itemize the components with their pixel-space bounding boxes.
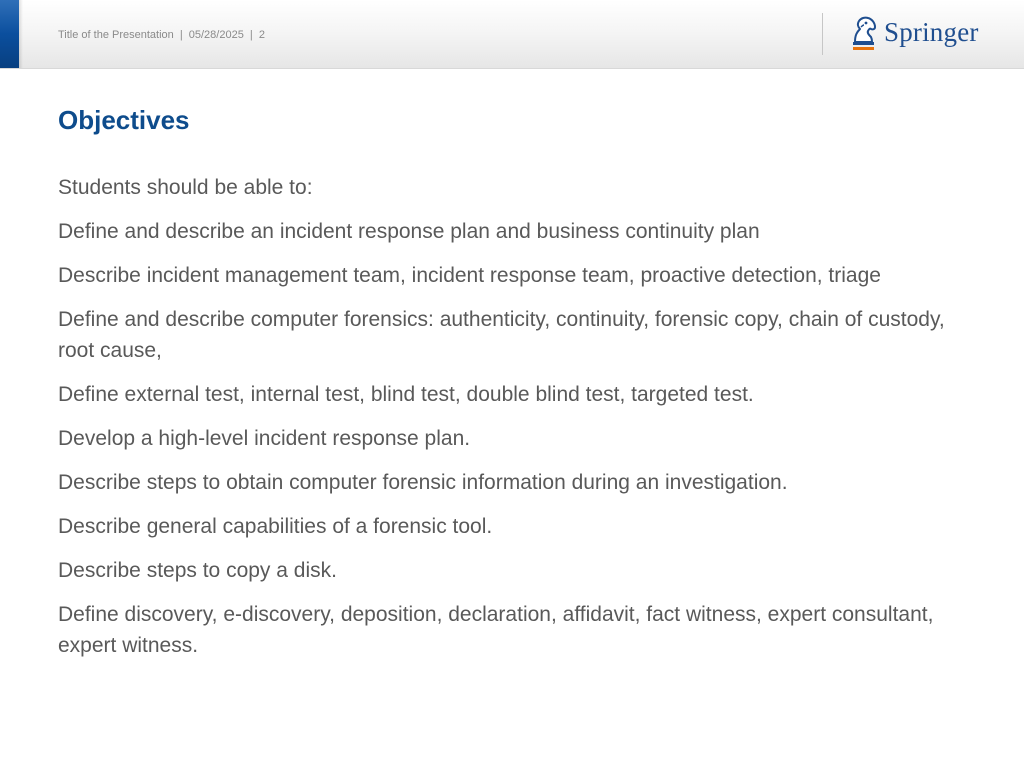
slide-title: Objectives: [58, 105, 190, 135]
objective-item: Develop a high-level incident response plan.: [58, 427, 471, 450]
objective-item: Define and describe an incident response plan and business continuity plan: [58, 220, 760, 243]
header-accent-bar: [0, 0, 19, 68]
objectives-intro: Students should be able to:: [58, 176, 313, 199]
objective-item: Define and describe computer forensics: authenticity, continuity, forensic copy, chain of custody, root cause,: [58, 308, 945, 362]
header-meta: [58, 29, 265, 41]
presentation-date: 05/28/2025: [188, 29, 244, 41]
objectives-list: [58, 172, 978, 674]
meta-separator: |: [179, 29, 183, 41]
header-divider: [822, 13, 823, 55]
springer-logo: [850, 15, 979, 51]
slide-header: [0, 0, 1024, 69]
objective-item: Define discovery, e-discovery, deposition, declaration, affidavit, fact witness, expert consultant, expert witness.: [58, 603, 934, 657]
objective-item: Describe general capabilities of a forensic tool.: [58, 515, 493, 538]
header-accent-shadow: [19, 0, 23, 68]
logo-text: Springer: [884, 16, 979, 47]
presentation-title: Title of the Presentation: [58, 29, 174, 41]
page-number: 2: [258, 29, 265, 41]
objective-item: Describe steps to obtain computer forensic information during an investigation.: [58, 471, 788, 494]
objective-item: Define external test, internal test, blind test, double blind test, targeted test.: [58, 383, 754, 406]
springer-chess-knight-icon: [850, 15, 878, 51]
objective-item: Describe steps to copy a disk.: [58, 559, 337, 582]
objective-item: Describe incident management team, incident response team, proactive detection, triage: [58, 264, 881, 287]
meta-separator: |: [249, 29, 253, 41]
